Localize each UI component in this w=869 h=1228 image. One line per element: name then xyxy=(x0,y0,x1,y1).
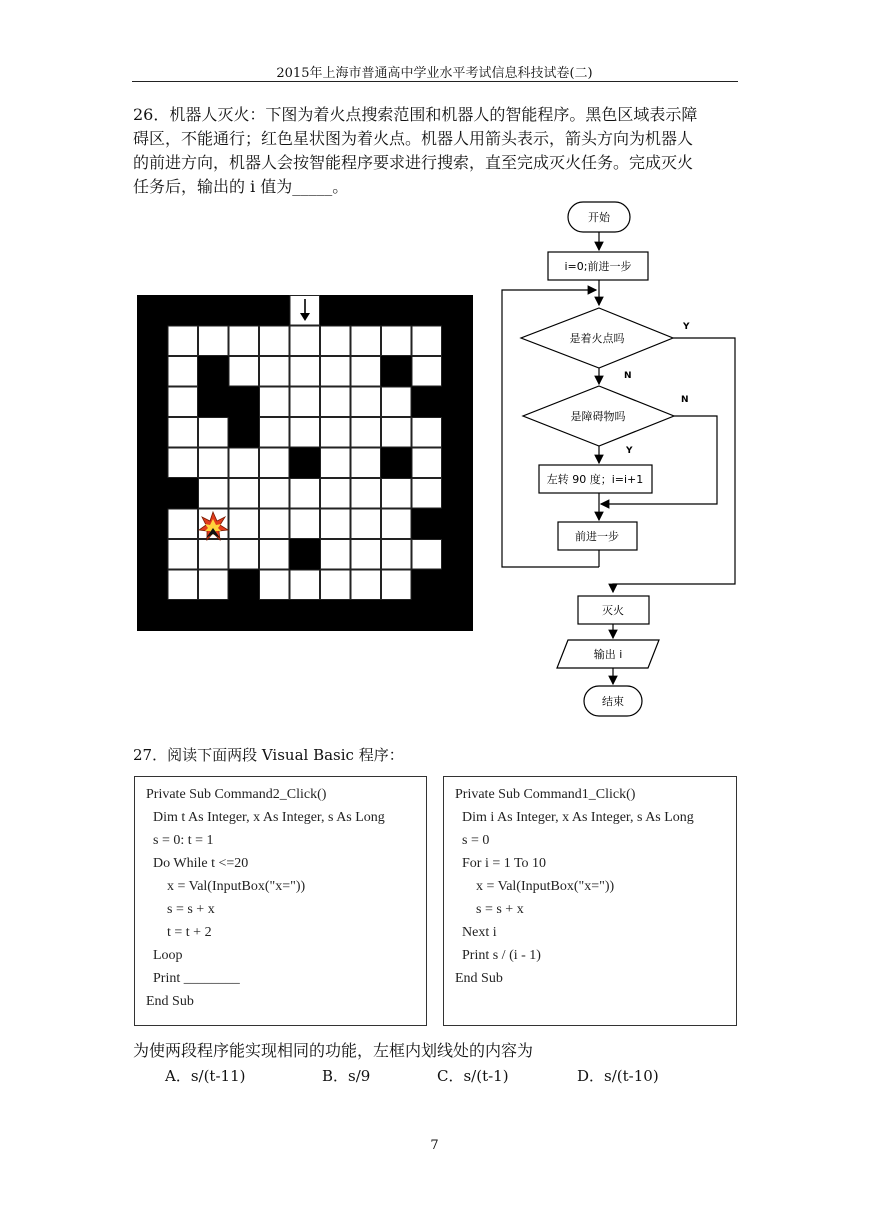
option-b: B．s/9 xyxy=(322,1067,371,1085)
left-code-box xyxy=(134,776,427,1026)
flow-start-label: 开始 xyxy=(588,211,610,224)
flow-output-label: 输出 i xyxy=(593,648,623,661)
right-code-line: x = Val(InputBox("x=")) xyxy=(455,879,615,894)
flow-init-label: i=0;前进一步 xyxy=(564,260,632,273)
left-code-line: Do While t <=20 xyxy=(146,856,249,871)
left-code-line: t = t + 2 xyxy=(146,925,212,940)
flow-is-fire-label: 是着火点吗 xyxy=(569,332,625,345)
q26-line-2: 碍区，不能通行；红色星状图为着火点。机器人用箭头表示，箭头方向为机器人 xyxy=(133,129,694,148)
left-code-line: Dim t As Integer, x As Integer, s As Long xyxy=(146,810,385,825)
left-code-line: s = 0: t = 1 xyxy=(146,833,214,848)
right-code-line: s = 0 xyxy=(455,833,490,848)
right-code-box xyxy=(443,776,737,1026)
right-code-line: Next i xyxy=(455,925,497,940)
flow-end-label: 结束 xyxy=(602,695,624,708)
q26-line-3: 的前进方向，机器人会按智能程序要求进行搜索，直至完成灭火任务。完成灭火 xyxy=(133,153,694,172)
right-code-line: End Sub xyxy=(455,971,503,986)
q26-line-4: 任务后，输出的 i 值为_____。 xyxy=(133,177,349,196)
flow-fire-yes-label: Y xyxy=(683,322,690,332)
left-code-line: Print ________ xyxy=(146,971,240,986)
option-d: D．s/(t-10) xyxy=(577,1067,659,1085)
left-code-line: End Sub xyxy=(146,994,194,1009)
q27-title: 27．阅读下面两段 Visual Basic 程序： xyxy=(133,746,404,764)
left-code-line: Loop xyxy=(146,948,183,963)
page-number: 7 xyxy=(430,1138,439,1153)
right-code-line: For i = 1 To 10 xyxy=(455,856,547,871)
left-code-line: s = s + x xyxy=(146,902,215,917)
left-code-line: x = Val(InputBox("x=")) xyxy=(146,879,306,894)
exam-header: 2015年上海市普通高中学业水平考试信息科技试卷(二) xyxy=(276,66,593,81)
flow-obstacle-yes-label: Y xyxy=(626,446,633,456)
flow-extinguish-label: 灭火 xyxy=(602,604,624,617)
option-a: A．s/(t-11) xyxy=(165,1067,246,1085)
q26-line-1: 26．机器人灭火：下图为着火点搜索范围和机器人的智能程序。黑色区域表示障 xyxy=(133,105,698,124)
flow-forward-label: 前进一步 xyxy=(575,530,619,543)
right-code-line: s = s + x xyxy=(455,902,524,917)
flow-obstacle-no-label: N xyxy=(681,395,689,405)
right-code-line: Print s / (i - 1) xyxy=(455,948,541,963)
right-code-line: Private Sub Command1_Click() xyxy=(455,787,636,802)
option-c: C．s/(t-1) xyxy=(437,1067,509,1085)
flow-fire-no-label: N xyxy=(624,371,632,381)
flow-is-obstacle-label: 是障碍物吗 xyxy=(570,410,626,423)
left-code-line: Private Sub Command2_Click() xyxy=(146,787,327,802)
right-code-line: Dim i As Integer, x As Integer, s As Long xyxy=(455,810,694,825)
q27-question: 为使两段程序能实现相同的功能，左框内划线处的内容为 xyxy=(133,1041,534,1060)
flow-turn-label: 左转 90 度；i=i+1 xyxy=(546,473,644,486)
